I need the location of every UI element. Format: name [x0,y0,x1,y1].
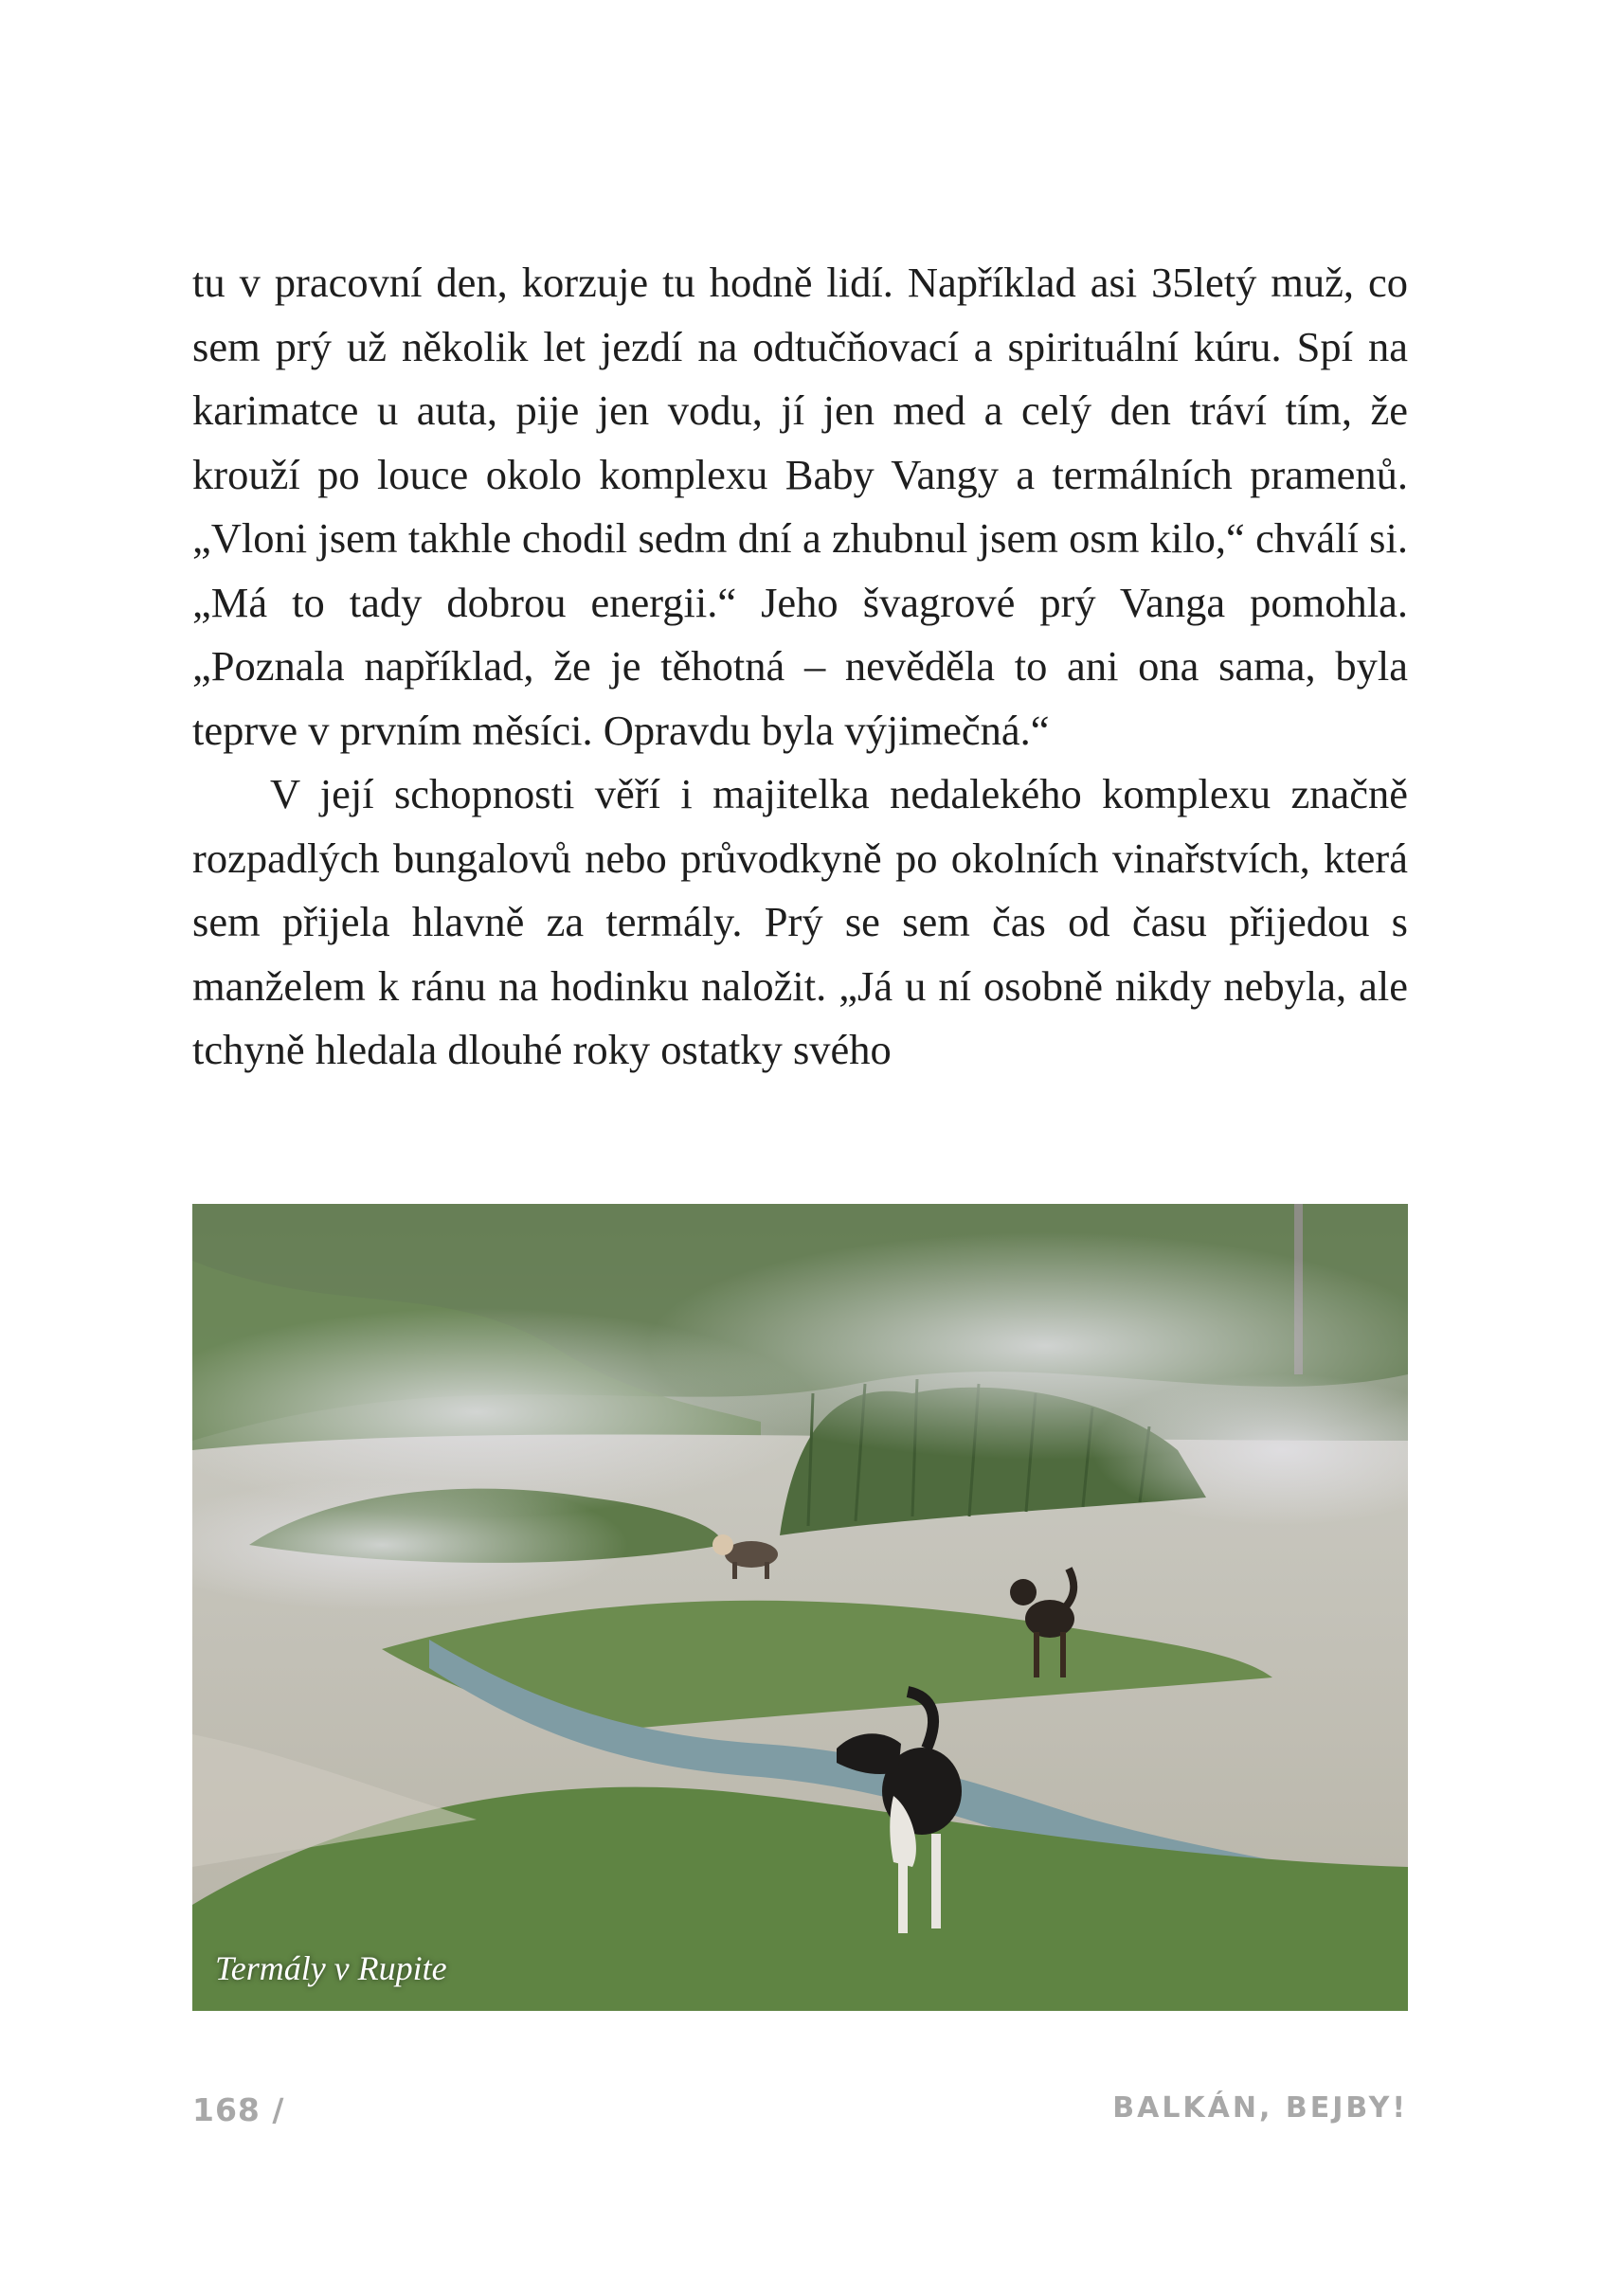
photo-illustration [192,1204,1408,2011]
page-footer [192,2091,1408,2129]
paragraph-1: tu v pracovní den, korzuje tu hodně lidí. Například asi 35letý muž, co sem prý už několik let jezdí na odtučňovací a spirituální kúru. Spí na karimatce u auta, pije jen vodu, jí jen med a celý den tráví tím, že krouží po louce okolo komplexu Baby Vangy a termálních pramenů. „Vloni jsem takhle chodil sedm dní a zhubnul jsem osm kilo,“ chválí si. „Má to tady dobrou energii.“ Jeho švagrové prý Vanga pomohla. „Poznala například, že je těhotná – nevěděla to ani ona sama, byla teprve v prvním měsíci. Opravdu byla výjimečná.“ [192,259,1408,754]
photo-caption: Termály v Rupite [215,1949,447,1987]
body-text [192,251,1408,1083]
page-number: 168 / [192,2091,285,2128]
running-title: BALKÁN, BEJBY! [1112,2091,1408,2125]
paragraph-2: V její schopnosti věří i majitelka nedalekého komplexu značně rozpadlých bungalovů nebo průvodkyně po okolních vinařstvích, která sem přijela hlavně za termály. Prý se sem čas od času přijedou s manželem k ránu na hodinku naložit. „Já u ní osobně nikdy nebyla, ale tchyně hledala dlouhé roky ostatky svého [192,770,1408,1073]
photo-thermal-springs [192,1204,1408,2011]
